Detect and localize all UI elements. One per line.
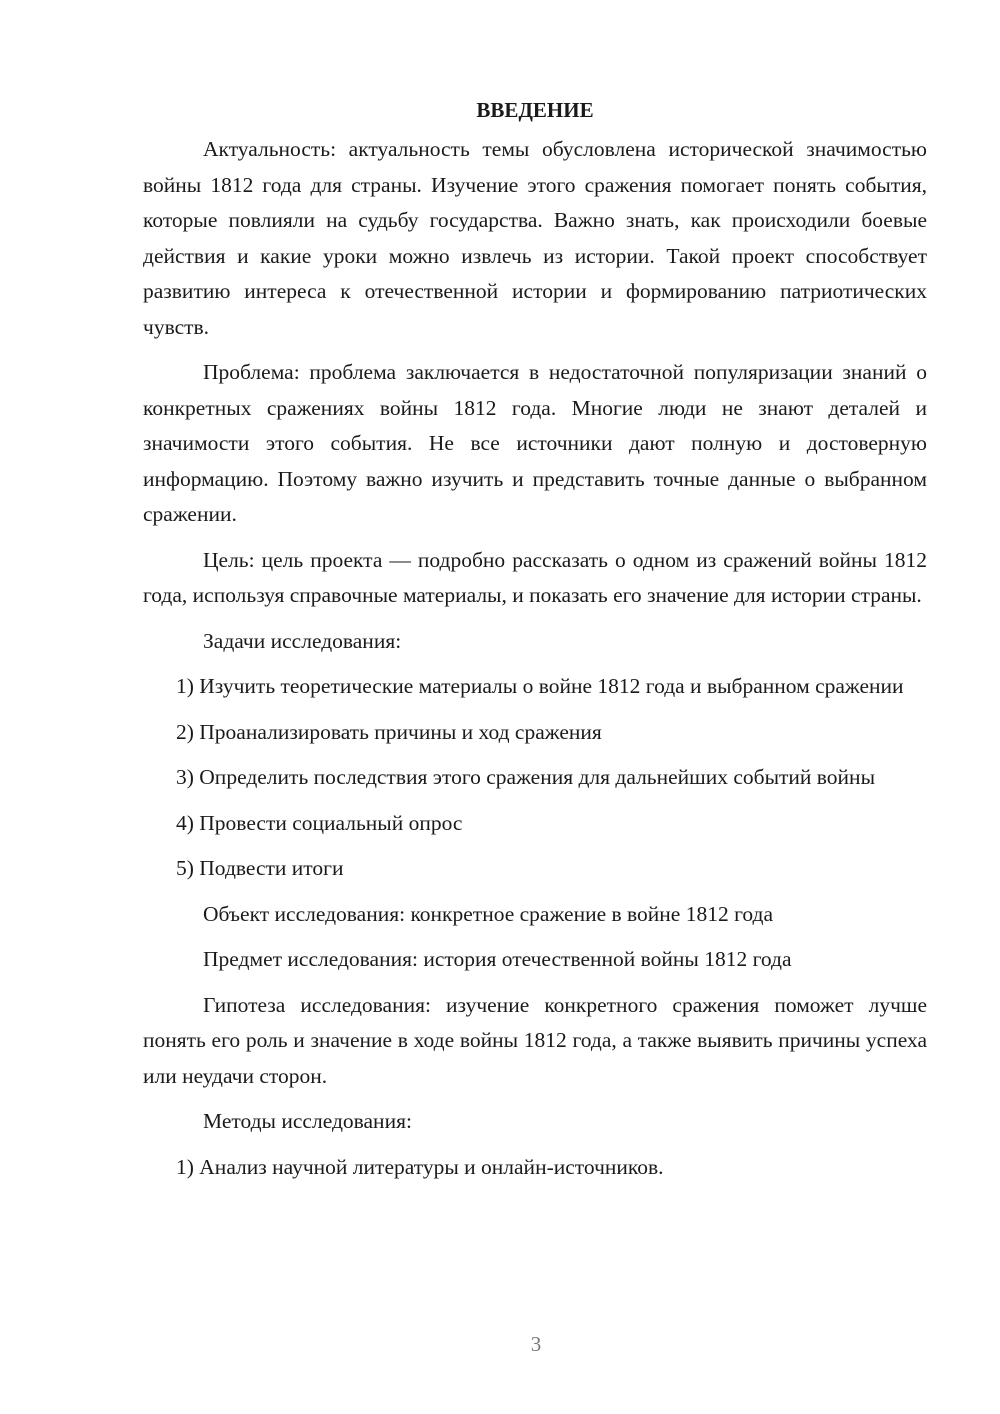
- tasks-heading: Задачи исследования:: [203, 628, 402, 653]
- page-number: 3: [530, 1332, 542, 1356]
- task-item-3: 3) Определить последствия этого сражения для дальнейших событий войны: [176, 765, 876, 789]
- research-hypothesis: Гипотеза исследования: изучение конкретного сражения поможет лучше понять его роль и значение в ходе войны 1812 года, а также выявить причины успеха или неудачи сторон.: [143, 992, 927, 1088]
- method-item-1: 1) Анализ научной литературы и онлайн-источников.: [176, 1154, 664, 1179]
- task-item-5: 5) Подвести итоги: [176, 856, 344, 880]
- section-title: ВВЕДЕНИЕ: [476, 98, 594, 122]
- research-object: Объект исследования: конкретное сражение в войне 1812 года: [203, 901, 773, 926]
- text-column: [143, 93, 927, 1195]
- relevance-paragraph: Актуальность: актуальность темы обусловлена исторической значимостью войны 1812 года для страны. Изучение этого сражения помогает понять события, которые повлияли на судьбу государства. Важно знать, как происходили боевые действия и какие уроки можно извлечь из истории. Такой проект способствует развитию интереса к отечественной истории и формированию патриотических чувств.: [143, 137, 927, 339]
- problem-paragraph: Проблема: проблема заключается в недостаточной популяризации знаний о конкретных сражениях войны 1812 года. Многие люди не знают деталей и значимости этого события. Не все источники дают полную и достоверную информацию. Поэтому важно изучить и представить точные данные о выбранном сражении.: [143, 360, 927, 526]
- methods-heading: Методы исследования:: [203, 1109, 412, 1133]
- task-item-2: 2) Проанализировать причины и ход сражения: [176, 719, 602, 744]
- task-item-4: 4) Провести социальный опрос: [176, 810, 463, 835]
- task-item-1: 1) Изучить теоретические материалы о войне 1812 года и выбранном сражении: [176, 674, 904, 698]
- goal-paragraph: Цель: цель проекта — подробно рассказать о одном из сражений войны 1812 года, используя справочные материалы, и показать его значение для истории страны.: [143, 547, 927, 607]
- research-subject: Предмет исследования: история отечественной войны 1812 года: [203, 947, 792, 971]
